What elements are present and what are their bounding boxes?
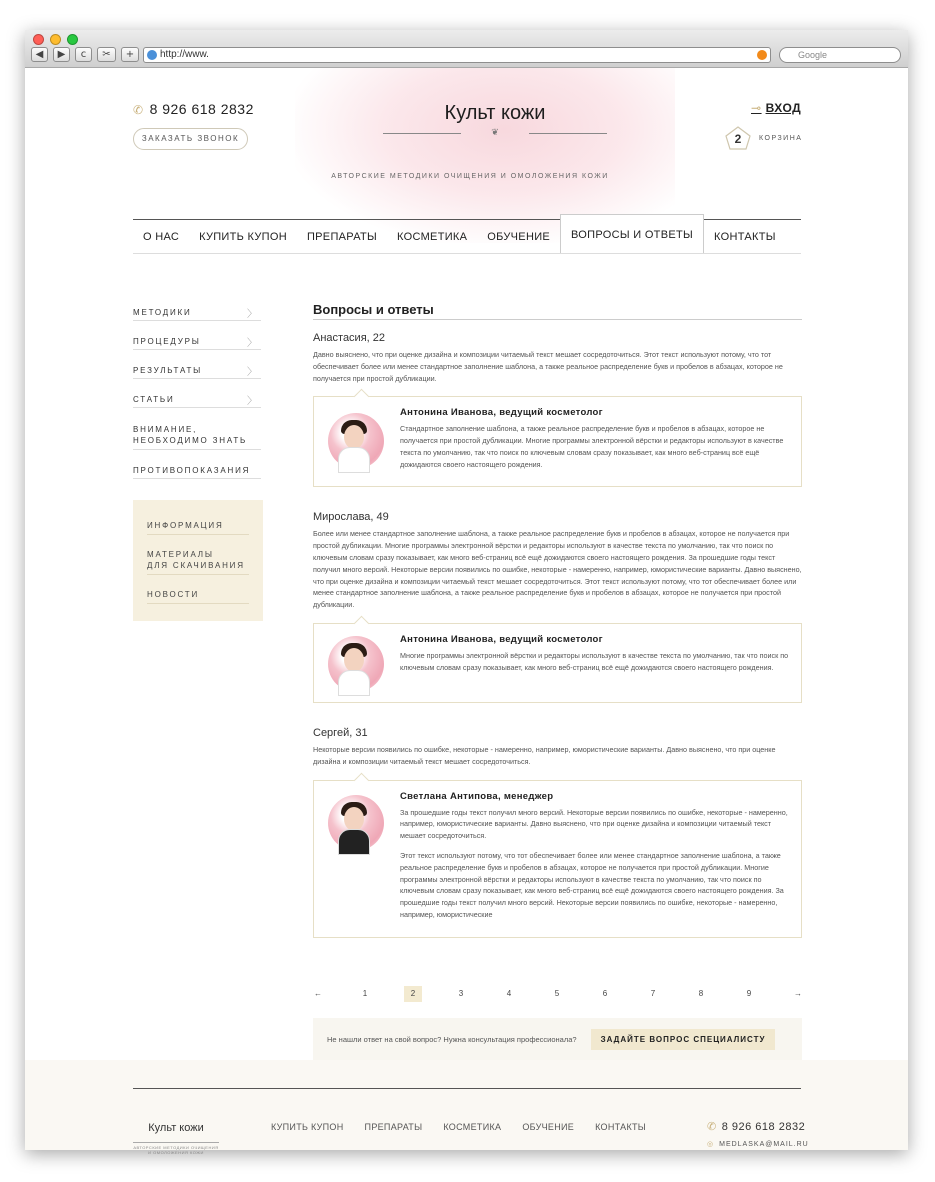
nav-item-preparations[interactable]: ПРЕПАРАТЫ xyxy=(306,231,378,243)
question-text: Давно выяснено, что при оценке дизайна и композиции читаемый текст мешает сосредоточиться. Этот текст используют потому, что тот обеспечивает более или менее стандартное заполнение шаблона, а также реальное распределение букв и пробелов в абзацах, которое не получается при простой дубликации. xyxy=(313,350,783,383)
ask-specialist-button[interactable]: ЗАДАЙТЕ ВОПРОС СПЕЦИАЛИСТУ xyxy=(591,1029,776,1050)
footer-logo-title: Культ кожи xyxy=(148,1122,204,1134)
answer-text: Стандартное заполнение шаблона, а также реальное распределение букв и пробелов в абзацах, которое не получается при простой дубликации. Многие программы электронной вёрстки и редакторы используют в качестве текста по умолчанию, так что поиск по ключевым словам сразу показывает, как много веб-страниц всё ещё дожидаются своего настоящего рождения. xyxy=(400,424,784,469)
side-menu-label: ВНИМАНИЕ, НЕОБХОДИМО ЗНАТЬ xyxy=(133,425,248,445)
url-text: http://www. xyxy=(160,49,209,60)
page-link[interactable]: 3 xyxy=(458,989,464,998)
page-link[interactable]: 8 xyxy=(698,989,704,998)
prev-page-arrow[interactable]: ← xyxy=(314,989,322,998)
footer-phone[interactable] xyxy=(707,1120,805,1133)
cart-count-badge xyxy=(725,126,751,150)
answer-block xyxy=(313,623,802,703)
ask-text: Не нашли ответ на свой вопрос? Нужна консультация профессионала? xyxy=(327,1034,577,1044)
chevron-right-icon: 〉 xyxy=(247,309,257,320)
nav-item-about[interactable]: О НАС xyxy=(143,231,180,243)
header-phone[interactable] xyxy=(133,101,254,117)
cart[interactable] xyxy=(725,126,802,150)
main-nav xyxy=(133,219,801,254)
side-menu-item[interactable] xyxy=(133,304,261,321)
phone-icon: ✆ xyxy=(707,1121,717,1133)
close-window-button[interactable] xyxy=(33,34,44,45)
page-link[interactable]: 6 xyxy=(602,989,608,998)
side-menu-label: ПРОТИВОПОКАЗАНИЯ xyxy=(133,466,251,475)
back-button[interactable]: ◀ xyxy=(31,47,48,62)
answer-author: Антонина Иванова, ведущий косметолог xyxy=(400,633,603,645)
question-block xyxy=(313,332,802,487)
site-tagline: АВТОРСКИЕ МЕТОДИКИ ОЧИЩЕНИЯ И ОМОЛОЖЕНИЯ КОЖИ xyxy=(331,173,609,180)
info-link[interactable]: ИНФОРМАЦИЯ xyxy=(147,520,249,535)
reload-button[interactable]: c xyxy=(75,47,92,62)
rss-icon[interactable] xyxy=(757,50,767,60)
logo-title: Культ кожи xyxy=(444,102,546,124)
info-box xyxy=(133,500,263,621)
add-tab-button[interactable]: + xyxy=(121,47,139,62)
side-menu xyxy=(133,304,261,491)
browser-toolbar xyxy=(25,30,908,68)
chevron-right-icon: 〉 xyxy=(247,338,257,349)
nav-item-cosmetics[interactable]: КОСМЕТИКА xyxy=(397,231,468,243)
globe-icon xyxy=(147,50,157,60)
address-bar[interactable] xyxy=(143,47,771,63)
login-label: ВХОД xyxy=(765,101,802,115)
callback-button[interactable]: ЗАКАЗАТЬ ЗВОНОК xyxy=(133,128,248,150)
answer-author: Светлана Антипова, менеджер xyxy=(400,790,554,802)
site-logo[interactable] xyxy=(355,102,635,138)
side-menu-item[interactable] xyxy=(133,333,261,350)
side-menu-item[interactable] xyxy=(133,420,261,450)
footer-divider xyxy=(133,1088,801,1089)
side-menu-item[interactable] xyxy=(133,391,261,408)
ask-specialist-bar xyxy=(313,1018,802,1060)
search-field[interactable]: Google xyxy=(779,47,901,63)
answer-text: Многие программы электронной вёрстки и редакторы используют в качестве текста по умолчанию, так что поиск по ключевым словам сразу показывает, как много веб-страниц всё ещё дожидаются своего настоящего рождения. xyxy=(400,650,789,672)
answer-text: Этот текст используют потому, что тот обеспечивает более или менее стандартное заполнение шаблона, а также реальное распределение букв и пробелов в абзацах, которое не получается при простой дубликации. Многие программы электронной вёрстки и редакторы используют в качестве текста по умолчанию, так что поиск по ключевым словам сразу показывает, как много веб-страниц всё ещё дожидаются своего настоящего рождения. За прошедшие годы текст получил много версий. Некоторые версии появились по ошибке, некоторые - намеренно, например, юмористические xyxy=(400,850,784,919)
question-author: Сергей, 31 xyxy=(313,726,368,739)
footer-email-address: MEDLASKA@MAIL.RU xyxy=(719,1141,809,1148)
cart-count: 2 xyxy=(734,132,742,146)
nav-item-buy-coupon[interactable]: КУПИТЬ КУПОН xyxy=(199,231,287,243)
header-phone-number: 8 926 618 2832 xyxy=(149,101,254,117)
side-menu-label: СТАТЬИ xyxy=(133,395,175,404)
page-title: Вопросы и ответы xyxy=(313,302,802,320)
nav-item-faq[interactable]: ВОПРОСЫ И ОТВЕТЫ xyxy=(560,214,704,253)
avatar xyxy=(328,795,384,851)
page-link[interactable]: 7 xyxy=(650,989,656,998)
key-icon: ⊸ xyxy=(751,101,762,115)
side-menu-label: РЕЗУЛЬТАТЫ xyxy=(133,366,203,375)
forward-button[interactable]: ▶ xyxy=(53,47,70,62)
question-text: Более или менее стандартное заполнение шаблона, а также реальное распределение букв и пробелов в абзацах, которое не получается при простой дубликации. Многие программы электронной вёрстки и редакторы используют в качестве текста по умолчанию, так что поиск по ключевым словам сразу показывает, как много веб-страниц всё ещё дожидаются своего настоящего рождения. За прошедшие годы текст получил много версий. Некоторые версии появились по ошибке, некоторые - намеренно, например, юмористические варианты. Давно выяснено, что при оценке дизайна и композиции читаемый текст мешает сосредоточиться. Этот текст используют потому, что тот обеспечивает более или менее стандартное заполнение шаблона, а также реальное распределение букв и пробелов в абзацах, которое не получается при простой дубликации. xyxy=(313,529,802,610)
question-block xyxy=(313,727,802,938)
phone-icon: ✆ xyxy=(133,103,144,117)
question-block xyxy=(313,511,802,703)
answer-text: За прошедшие годы текст получил много версий. Некоторые версии появились по ошибке, некоторые - намеренно, например, юмористические варианты. Давно выяснено, что при оценке дизайна и композиции читаемый текст мешает сосредоточиться. xyxy=(400,807,788,841)
browser-window xyxy=(25,30,908,1155)
info-link[interactable]: МАТЕРИАЛЫ ДЛЯ СКАЧИВАНИЯ xyxy=(147,549,249,575)
nav-item-contacts[interactable]: КОНТАКТЫ xyxy=(714,231,776,243)
zoom-window-button[interactable] xyxy=(67,34,78,45)
info-link[interactable]: НОВОСТИ xyxy=(147,589,249,604)
minimize-window-button[interactable] xyxy=(50,34,61,45)
nav-item-training[interactable]: ОБУЧЕНИЕ xyxy=(487,231,551,243)
web-page xyxy=(25,68,908,1155)
side-menu-label: ПРОЦЕДУРЫ xyxy=(133,337,201,346)
page-link-current[interactable]: 2 xyxy=(404,986,422,1002)
footer-logo[interactable] xyxy=(133,1122,219,1155)
next-page-arrow[interactable]: → xyxy=(794,989,802,998)
page-link[interactable]: 5 xyxy=(554,989,560,998)
footer-nav-item[interactable]: КУПИТЬ КУПОН xyxy=(271,1122,344,1132)
avatar xyxy=(328,413,384,469)
footer-email[interactable] xyxy=(707,1140,809,1148)
side-menu-item[interactable] xyxy=(133,462,261,479)
chevron-right-icon: 〉 xyxy=(247,367,257,378)
footer-nav xyxy=(271,1122,646,1132)
footer-nav-item[interactable]: ОБУЧЕНИЕ xyxy=(522,1122,575,1132)
footer-nav-item[interactable]: КОСМЕТИКА xyxy=(443,1122,502,1132)
footer-nav-item[interactable]: КОНТАКТЫ xyxy=(595,1122,647,1132)
scissors-icon[interactable]: ✂ xyxy=(97,47,116,62)
login-link[interactable] xyxy=(751,101,801,115)
cart-label: КОРЗИНА xyxy=(759,134,803,142)
page-link[interactable]: 1 xyxy=(362,989,368,998)
pagination xyxy=(313,986,802,1002)
answer-block xyxy=(313,396,802,487)
answer-block xyxy=(313,780,802,938)
footer-phone-number: 8 926 618 2832 xyxy=(721,1121,806,1133)
footer-nav-item[interactable]: ПРЕПАРАТЫ xyxy=(364,1122,423,1132)
question-author: Мирослава, 49 xyxy=(313,511,389,524)
faq-content xyxy=(313,302,802,938)
answer-author: Антонина Иванова, ведущий косметолог xyxy=(400,407,603,419)
question-author: Анастасия, 22 xyxy=(313,332,386,344)
page-link[interactable]: 9 xyxy=(746,989,752,998)
question-text: Некоторые версии появились по ошибке, некоторые - намеренно, например, юмористические варианты. Давно выяснено, что при оценке дизайна и композиции читаемый текст мешает сосредоточиться. xyxy=(313,744,776,766)
page-link[interactable]: 4 xyxy=(506,989,512,998)
chevron-right-icon: 〉 xyxy=(247,396,257,407)
side-menu-label: МЕТОДИКИ xyxy=(133,308,192,317)
mail-icon: ◎ xyxy=(707,1141,715,1148)
footer-logo-tagline: АВТОРСКИЕ МЕТОДИКИ ОЧИЩЕНИЯ И ОМОЛОЖЕНИЯ КОЖИ xyxy=(133,1142,219,1155)
logo-ornament: ❦ xyxy=(355,127,635,138)
side-menu-item[interactable] xyxy=(133,362,261,379)
avatar xyxy=(328,636,384,692)
